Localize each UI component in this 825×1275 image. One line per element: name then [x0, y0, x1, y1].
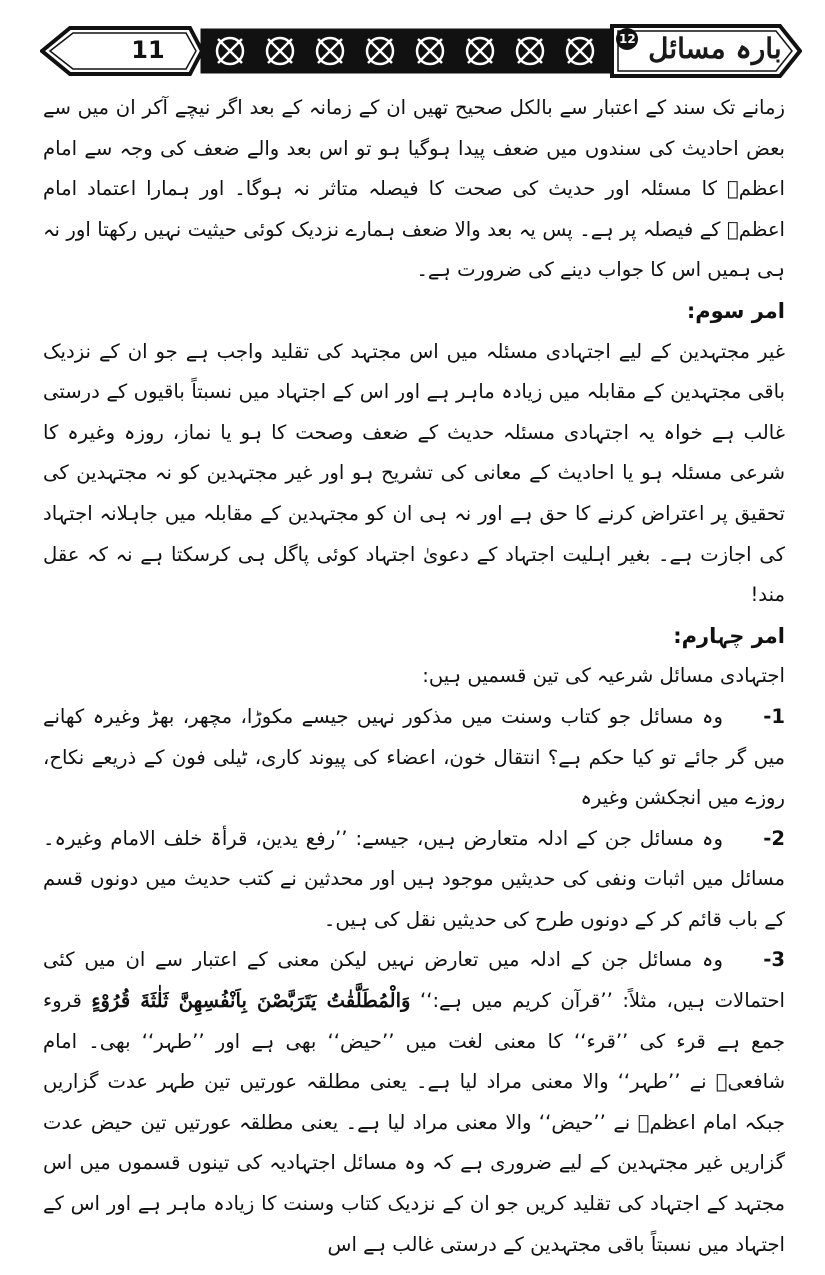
page-body: [43, 88, 785, 1265]
heading-amr-som: امر سوم:: [686, 298, 785, 323]
item-number-1: 1-: [763, 704, 785, 728]
item-number-3: 3-: [763, 948, 785, 972]
item-text-3a: وہ مسائل جن کے ادلہ میں تعارض نہیں لیکن معنی کے اعتبار سے ان میں کئی احتمالات ہیں، مثلاً: ’’قرآن کریم میں ہے:‘‘: [43, 948, 785, 1013]
paragraph-2: غیر مجتہدین کے لیے اجتہادی مسئلہ میں اس مجتہد کی تقلید واجب ہے جو ان کے نزدیک باقی مجتہدین کے مقابلہ میں زیادہ ماہر ہے اور اس کے اجتہاد میں نسبتاً باقیوں کے درستی غالب ہے خواہ یہ اجتہادی مسئلہ حدیث کے ضعف وصحت کا ہو یا نماز، روزہ وغیرہ کا شرعی مسئلہ ہو یا احادیث کے معانی کی تشریح ہو اور غیر مجتہدین کو نہ مجتہدین کی تحقیق پر اعتراض کرنے کا حق ہے اور نہ ہی ان کو مجتہدین کے مقابلہ میں جاہلانہ اجتہاد کی اجازت ہے۔ بغیر اہلیت اجتہاد کے دعویٰ اجتہاد کوئی پاگل ہی کرسکتا ہے نہ کہ عقل مند!: [43, 339, 785, 607]
item-text-2: وہ مسائل جن کے ادلہ متعارض ہیں، جیسے: ’’رفع یدین، قرأۃ خلف الامام وغیرہ۔ مسائل میں اثبات ونفی کی حدیثیں موجود ہیں اور محدثین نے کتب حدیث میں دونوں قسم کے باب قائم کر کے دونوں طرح کی حدیثیں نقل کی ہیں۔: [43, 826, 785, 931]
book-number-badge: 12: [616, 28, 638, 50]
list-item-2: [43, 819, 785, 941]
list-item-1: [43, 697, 785, 819]
heading-amr-chaharum: امر چہارم:: [673, 623, 785, 648]
item-text-1: وہ مسائل جو کتاب وسنت میں مذکور نہیں جیسے مکوڑا، مچھر، بھڑ وغیرہ کھانے میں گر جائے تو کیا حکم ہے؟ انتقال خون، اعضاء کی پیوند کاری، ٹیلی فون کے ذریعے نکاح، روزے میں انجکشن وغیرہ: [43, 704, 785, 810]
quran-verse: وَالْمُطَلَّقٰتُ يَتَرَبَّصْنَ بِاَنْفُسِهِنَّ ثَلٰثَةَ قُرُوْءٍ: [91, 989, 411, 1013]
book-title-text: بارہ مسائل: [648, 32, 782, 65]
item-number-2: 2-: [763, 826, 785, 850]
paragraph-1: زمانے تک سند کے اعتبار سے بالکل صحیح تھیں ان کے زمانہ کے بعد اگر نیچے آکر ان میں سے بعض احادیث کی سندوں میں ضعف پیدا ہوگیا ہو تو اس بعد والے ضعف کی وجہ سے امام اعظمؒ کا مسئلہ اور حدیث کی صحت کا فیصلہ متاثر نہ ہوگا۔ اور ہمارا اعتماد امام اعظمؒ کے فیصلہ پر ہے۔ پس یہ بعد والا ضعف ہمارے نزدیک کوئی حیثیت نہیں رکھتا اور نہ ہی ہمیں اس کا جواب دینے کی ضرورت ہے۔: [43, 96, 785, 282]
list-item-3: [43, 940, 785, 1265]
intro-categories: اجتہادی مسائل شرعیہ کی تین قسمیں ہیں:: [422, 664, 785, 688]
page-number: 11: [131, 36, 165, 64]
page-header: [40, 22, 802, 80]
book-title: [604, 24, 794, 76]
item-text-3b: قروء جمع ہے قرء کی ’’قرء‘‘ کا معنی لغت میں ’’حیض‘‘ بھی ہے اور ’’طہر‘‘ بھی۔ امام شافعیؒ نے ’’طہر‘‘ والا معنی مراد لیا ہے۔ یعنی مطلقہ عورتیں تین طہر عدت گزاریں جبکہ امام اعظمؒ نے ’’حیض‘‘ والا معنی مراد لیا ہے۔ یعنی مطلقہ عورتیں تین حیض عدت گزاریں غیر مجتہدین کے لیے ضروری ہے کہ وہ مسائل اجتہادیہ کی تینوں قسموں میں اس مجتہد کے اجتہاد کی تقلید کریں جو ان کے نزدیک کتاب وسنت کا زیادہ ماہر ہے اور اس کے اجتہاد میں نسبتاً باقی مجتہدین کے درستی غالب ہے اس: [43, 989, 785, 1256]
